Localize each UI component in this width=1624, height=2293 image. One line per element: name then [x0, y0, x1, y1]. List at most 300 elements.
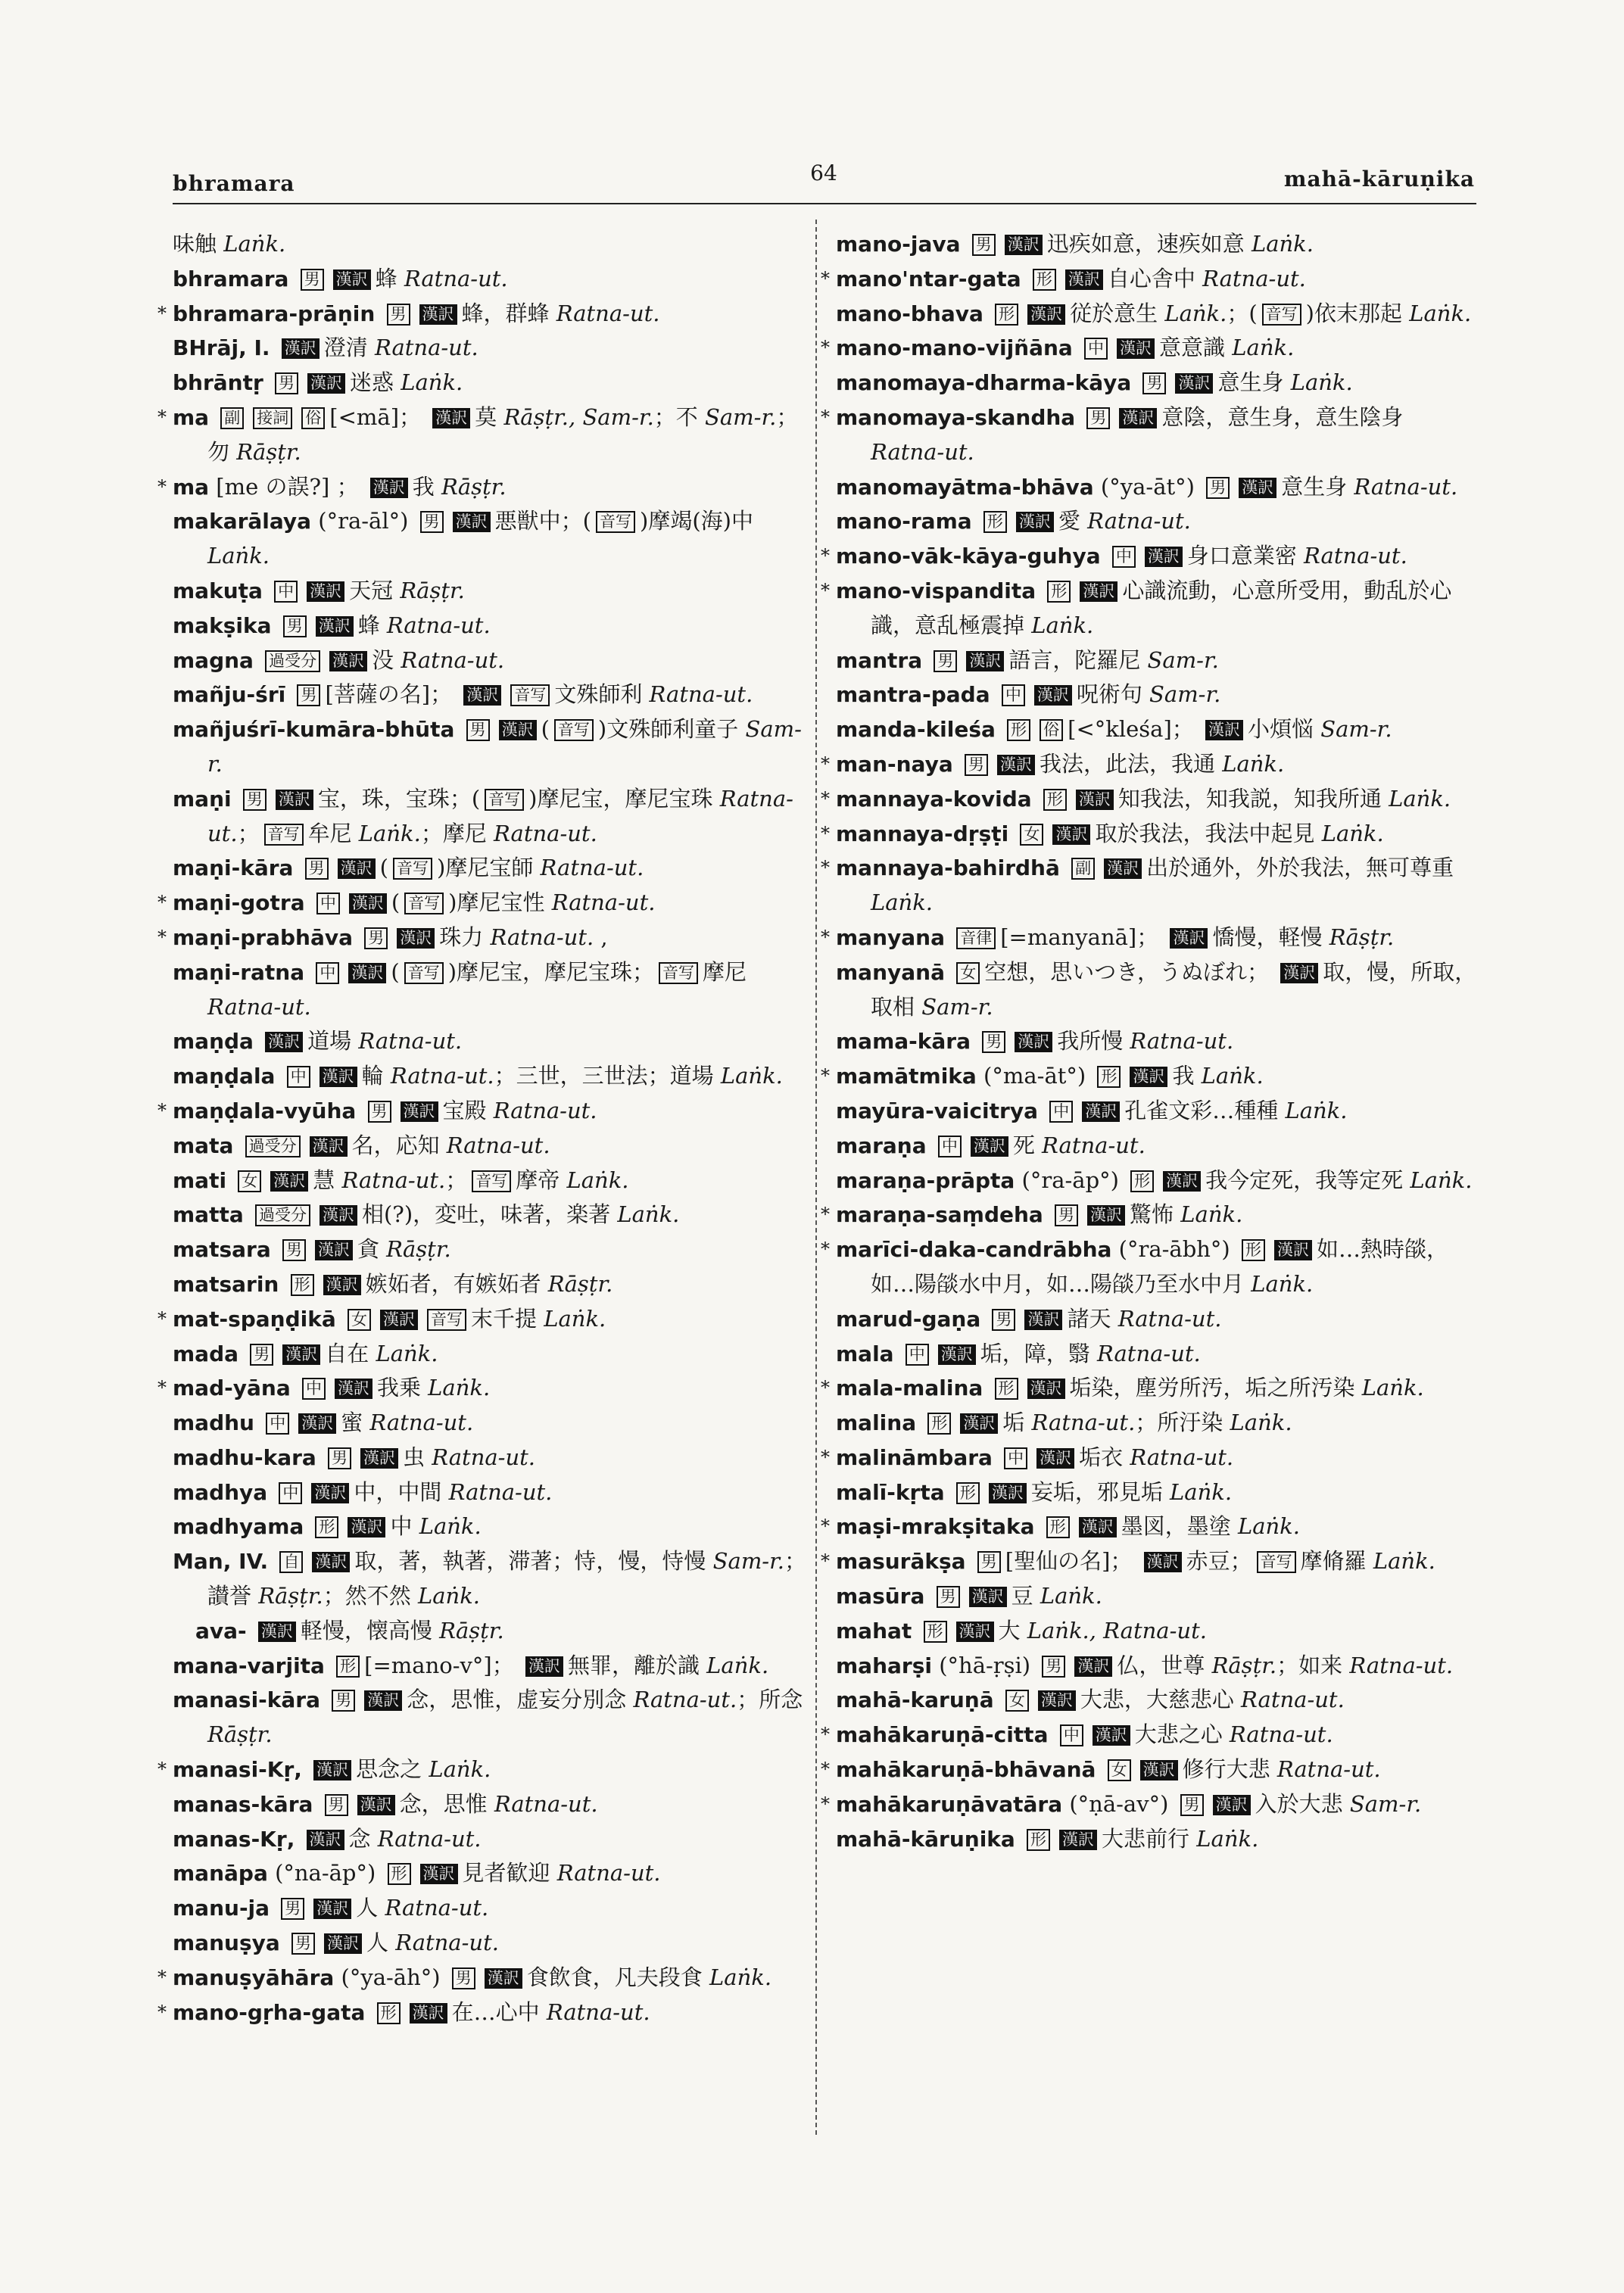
new-entry-marker: *	[821, 822, 830, 844]
source-ref: Ratna-ut.	[649, 681, 753, 708]
entry-headword: matta	[173, 1202, 244, 1228]
source-ref: Ratna-ut.	[369, 1410, 474, 1436]
dictionary-entry	[821, 1509, 1479, 1544]
dictionary-entry	[821, 747, 1479, 782]
entry-headword: mañju-śrī	[173, 682, 286, 708]
gloss-text: 取，著，執著，滞著；恃，慢，恃慢	[354, 1548, 713, 1575]
dictionary-entry	[157, 1094, 816, 1129]
dictionary-entry	[173, 851, 816, 886]
grammar-label: 音写	[427, 1309, 466, 1331]
source-ref: Ratna-ut.	[871, 438, 974, 465]
grammar-label: 形	[1027, 1829, 1050, 1851]
grammar-label: 男	[965, 754, 988, 776]
dictionary-entry	[173, 678, 816, 712]
source-ref: Laṅk.	[566, 1167, 629, 1193]
entry-headword: mano-mano-vijñāna	[836, 335, 1073, 361]
new-entry-marker: *	[157, 406, 167, 428]
entry-headword: marīci-daka-candrābha	[836, 1237, 1112, 1263]
grammar-label: 形	[983, 511, 1007, 533]
gloss-text: 人	[366, 1930, 396, 1956]
entry-headword: mano-gṛha-gata	[173, 1999, 366, 2025]
entry-headword: matsarin	[173, 1271, 279, 1297]
gloss-text: ；所汙染	[1135, 1410, 1230, 1436]
new-entry-marker: *	[157, 1966, 167, 1988]
dictionary-entry	[836, 1649, 1479, 1684]
new-entry-marker: *	[821, 1446, 830, 1468]
new-entry-marker: *	[157, 2001, 167, 2023]
grammar-label: 形	[1033, 269, 1056, 291]
translation-label: 漢訳	[499, 720, 537, 740]
dictionary-entry	[836, 1683, 1479, 1718]
source-ref: Laṅk.	[1031, 612, 1094, 638]
dictionary-entry	[173, 262, 816, 297]
entry-headword: BHrāj, I.	[173, 335, 270, 361]
translation-label: 漢訳	[370, 478, 408, 498]
dictionary-entry	[836, 1302, 1479, 1337]
gloss-text: [菩薩の名]；	[325, 681, 460, 708]
grammar-label: 形	[291, 1274, 314, 1296]
gloss-text: 末千提	[471, 1305, 544, 1332]
grammar-label: 男	[992, 1309, 1015, 1331]
gloss-text: (°ra-ābh°)	[1118, 1236, 1237, 1263]
dictionary-entry	[157, 400, 816, 470]
entry-headword: masurākṣa	[836, 1549, 966, 1575]
source-ref: Ratna-ut.	[1042, 1132, 1146, 1158]
translation-label: 漢訳	[432, 408, 470, 428]
gloss-text: 呪術句	[1076, 681, 1150, 708]
translation-label: 漢訳	[1034, 685, 1072, 706]
source-ref: Laṅk.	[1222, 750, 1285, 777]
entry-headword: maṣi-mrakṣitaka	[836, 1514, 1035, 1540]
grammar-label: 男	[934, 650, 957, 672]
source-ref: Ratna-ut.	[1097, 1340, 1201, 1366]
gloss-text: ；讃誉	[207, 1548, 807, 1609]
entry-headword: manasi-kāra	[173, 1687, 321, 1713]
grammar-label: 中	[1002, 684, 1025, 706]
entry-headword: manasi-Kṛ,	[173, 1757, 302, 1783]
entry-headword: manda-kileśa	[836, 717, 996, 743]
grammar-label: 形	[995, 304, 1018, 326]
gloss-text: 迷惑	[350, 369, 401, 396]
source-ref: Laṅk., Ratna-ut.	[1027, 1617, 1207, 1643]
translation-label: 漢訳	[265, 1032, 303, 1052]
source-ref: Rāṣṭr.	[207, 1721, 273, 1748]
source-ref: Rāṣṭr.	[258, 1583, 323, 1609]
source-ref: Laṅk.	[358, 820, 421, 846]
new-entry-marker: *	[821, 926, 830, 948]
dictionary-entry	[173, 955, 816, 1025]
entry-headword: mahat	[836, 1618, 912, 1643]
gloss-text: 豆	[1011, 1583, 1040, 1609]
gloss-text: ,	[594, 924, 608, 950]
gloss-text: 大悲，大慈悲心	[1080, 1687, 1242, 1713]
dictionary-entry	[836, 297, 1479, 332]
gloss-text: ；(	[1227, 300, 1258, 326]
grammar-label: 中	[1004, 1447, 1027, 1469]
grammar-label: 中	[266, 1413, 289, 1435]
new-entry-marker: *	[821, 545, 830, 567]
entry-headword: maṇi-prabhāva	[173, 924, 353, 950]
page-header	[173, 160, 1475, 206]
source-ref: Rāṣṭr.	[441, 473, 507, 500]
grammar-label: 副	[1071, 858, 1095, 880]
dictionary-entry	[821, 782, 1479, 817]
grammar-label: 形	[1047, 581, 1071, 603]
source-ref: Ratna-ut.	[494, 1790, 598, 1817]
gloss-text: 蜂	[357, 612, 387, 638]
gloss-text: )摩尼宝，摩尼宝珠；	[447, 958, 655, 985]
new-entry-marker: *	[157, 926, 167, 948]
dictionary-entry	[173, 1406, 816, 1441]
entry-headword: Man, IV.	[173, 1549, 269, 1575]
source-ref: Laṅk.	[1164, 300, 1227, 326]
gloss-text: 文殊師利	[554, 681, 650, 708]
source-ref: Ratna-ut.	[494, 820, 597, 846]
entry-headword: mama-kāra	[836, 1029, 971, 1055]
entry-headword: mano'ntar-gata	[836, 266, 1021, 291]
dictionary-entry	[836, 1579, 1479, 1614]
grammar-label: 形	[924, 1621, 947, 1643]
grammar-label: 中	[316, 893, 340, 914]
entry-headword: magna	[173, 647, 254, 673]
gloss-text: 垢衣	[1079, 1444, 1130, 1470]
grammar-label: 男	[281, 1898, 304, 1920]
entry-headword: makuṭa	[173, 578, 263, 603]
source-ref: Rāṣṭr.	[236, 438, 301, 465]
dictionary-entry	[173, 1683, 816, 1752]
grammar-label: 形	[336, 1656, 360, 1678]
entry-headword: madhu-kara	[173, 1444, 316, 1470]
dictionary-entry	[157, 297, 816, 332]
grammar-label: 男	[332, 1690, 355, 1712]
gloss-text: 垢染，塵労所汚，垢之所汚染	[1069, 1375, 1362, 1401]
translation-label: 漢訳	[357, 1795, 395, 1815]
gloss-text: ；勿	[207, 403, 799, 465]
gloss-text: 従於意生	[1070, 300, 1165, 326]
gloss-text: 驚怖	[1130, 1201, 1181, 1228]
gloss-text: 迅疾如意，速疾如意	[1046, 231, 1252, 257]
new-entry-marker: *	[821, 579, 830, 601]
source-ref: Ratna-ut.	[546, 1999, 650, 2025]
source-ref: Ratna-ut.	[404, 265, 508, 291]
dictionary-entry	[821, 1232, 1479, 1302]
source-ref: Ratna-ut.	[374, 335, 478, 361]
grammar-label: 中	[1060, 1724, 1083, 1746]
translation-label: 漢訳	[313, 1899, 351, 1919]
source-ref: Rāṣṭr., Sam-r.	[503, 403, 654, 430]
dictionary-entry	[836, 227, 1479, 262]
source-ref: Ratna-ut.	[556, 1860, 661, 1886]
gloss-text: 意陰，意生身，意生陰身	[1161, 403, 1404, 430]
grammar-label: 音写	[404, 962, 444, 984]
source-ref: Laṅk.	[1251, 1270, 1314, 1297]
dictionary-entry	[173, 712, 816, 782]
translation-label: 漢訳	[1016, 512, 1054, 532]
entry-headword: mana-varjita	[173, 1653, 325, 1678]
entry-headword: manomaya-skandha	[836, 404, 1076, 430]
source-ref: Ratna-ut.	[377, 1825, 482, 1852]
entry-headword: matsara	[173, 1237, 271, 1263]
translation-label: 漢訳	[258, 1622, 296, 1642]
source-ref: Laṅk.	[419, 1513, 482, 1540]
entry-headword: mannaya-kovida	[836, 786, 1032, 812]
dictionary-entry	[173, 1232, 816, 1267]
gloss-text: (°ya-āt°)	[1100, 473, 1202, 500]
dictionary-entry	[821, 1544, 1479, 1579]
translation-label: 漢訳	[397, 928, 435, 949]
gloss-text: 思念之	[356, 1756, 429, 1783]
translation-label: 漢訳	[1117, 338, 1155, 359]
source-ref: Laṅk.	[376, 1340, 438, 1366]
gloss-text: [=manyanā]；	[1000, 924, 1166, 950]
source-ref: Laṅk.	[709, 1964, 772, 1990]
grammar-label: 中	[906, 1344, 929, 1366]
grammar-label: 女	[956, 962, 980, 984]
translation-label: 漢訳	[1080, 581, 1117, 602]
grammar-label: 中	[302, 1378, 326, 1400]
gloss-text: ；	[237, 820, 260, 846]
grammar-label: 過受分	[265, 650, 320, 672]
dictionary-entry	[821, 1752, 1479, 1787]
gloss-text: [<mā]；	[329, 403, 429, 430]
entry-headword: mantra	[836, 647, 923, 673]
translation-label: 漢訳	[276, 790, 313, 810]
dictionary-entry	[821, 539, 1479, 574]
grammar-label: 中	[279, 1482, 302, 1504]
dictionary-entry	[173, 1822, 816, 1857]
source-ref: Sam-r.	[921, 993, 993, 1020]
grammar-label: 音写	[485, 789, 524, 811]
gloss-text: )文殊師利童子	[597, 716, 746, 743]
source-ref: Laṅk.	[871, 889, 934, 916]
gloss-text: 道場	[307, 1028, 359, 1055]
gloss-text: 我所慢	[1057, 1028, 1130, 1055]
translation-label: 漢訳	[360, 1448, 398, 1469]
source-ref: Ratna-ut.	[1349, 1652, 1454, 1678]
grammar-label: 女	[1020, 824, 1043, 846]
translation-label: 漢訳	[1024, 1310, 1062, 1330]
translation-label: 漢訳	[315, 1240, 353, 1260]
entry-headword: mahākaruṇā-citta	[836, 1722, 1049, 1748]
dictionary-entry	[821, 1718, 1479, 1752]
translation-label: 漢訳	[453, 512, 491, 532]
gloss-text: 我法，此法，我通	[1039, 750, 1223, 777]
grammar-label: 男	[1086, 407, 1110, 429]
grammar-label: 男	[1142, 372, 1166, 394]
entry-headword: masūra	[836, 1584, 925, 1609]
dictionary-entry	[173, 1787, 816, 1822]
grammar-label: 男	[452, 1967, 475, 1989]
gloss-text: 小煩悩	[1247, 716, 1321, 743]
grammar-label: 形	[995, 1378, 1018, 1400]
grammar-label: 音写	[554, 719, 594, 741]
entry-headword: mannaya-bahirdhā	[836, 855, 1060, 881]
grammar-label: 男	[328, 1447, 351, 1469]
entry-headword: maraṇa-saṃdeha	[836, 1202, 1043, 1228]
gloss-text: 空想，思いつき，うぬぼれ；	[984, 958, 1276, 985]
gloss-text: 中，中間	[354, 1478, 449, 1505]
source-ref: Laṅk.	[1409, 300, 1472, 326]
grammar-label: 形	[927, 1413, 951, 1435]
gloss-text: 妄垢，邪見垢	[1030, 1478, 1170, 1505]
translation-label: 漢訳	[270, 1171, 308, 1192]
translation-label: 漢訳	[1144, 1552, 1182, 1572]
translation-label: 漢訳	[1274, 1240, 1312, 1260]
source-ref: Rāṣṭr.	[386, 1236, 451, 1263]
translation-label: 漢訳	[1140, 1760, 1178, 1781]
source-ref: Laṅk.	[720, 1063, 783, 1089]
source-ref: Ratna-ut.	[1202, 265, 1306, 291]
grammar-label: 形	[956, 1482, 980, 1504]
dictionary-entry	[157, 1302, 816, 1337]
grammar-label: 中	[1049, 1101, 1073, 1123]
gloss-text: (°ra-āp°)	[1021, 1167, 1127, 1193]
entry-headword: maraṇa-prāpta	[836, 1167, 1015, 1193]
translation-label: 漢訳	[1074, 1656, 1112, 1677]
translation-label: 漢訳	[1015, 1032, 1052, 1052]
left-column	[157, 227, 816, 2030]
dictionary-entry	[173, 1475, 816, 1510]
source-ref: Rāṣṭr.	[439, 1617, 504, 1643]
source-ref: Ratna-ut.	[358, 1028, 463, 1055]
running-head-left: bhramara	[173, 171, 295, 196]
dictionary-entry	[821, 851, 1479, 921]
translation-label: 漢訳	[401, 1101, 438, 1122]
grammar-label: 音写	[472, 1170, 511, 1192]
gloss-text: ；然不然	[323, 1583, 418, 1609]
entry-headword: bhramara-prāṇin	[173, 301, 376, 326]
gloss-text: 我	[1172, 1063, 1202, 1089]
grammar-label: 男	[301, 269, 324, 291]
source-ref: Ratna-ut.	[1130, 1444, 1234, 1470]
source-ref: Sam-r.	[1320, 716, 1392, 743]
source-ref: Laṅk.	[207, 543, 270, 569]
new-entry-marker: *	[821, 1204, 830, 1226]
translation-label: 漢訳	[307, 581, 344, 602]
new-entry-marker: *	[157, 302, 167, 324]
dictionary-entry	[157, 470, 816, 505]
dictionary-entry	[173, 1337, 816, 1372]
dictionary-entry	[836, 712, 1479, 747]
dictionary-entry	[836, 1614, 1479, 1649]
source-ref: Rāṣṭr.	[547, 1270, 613, 1297]
entry-headword: malī-kṛta	[836, 1479, 945, 1505]
translation-label: 漢訳	[956, 1622, 994, 1642]
translation-label: 漢訳	[380, 1310, 418, 1330]
gloss-text: 無罪，離於識	[567, 1652, 707, 1678]
source-ref: Laṅk.	[1196, 1825, 1259, 1852]
dictionary-entry	[821, 1441, 1479, 1475]
entry-headword: mahākaruṇā-bhāvanā	[836, 1757, 1096, 1783]
entry-headword: mamātmika	[836, 1064, 977, 1089]
source-ref: Laṅk.	[1230, 1410, 1292, 1436]
grammar-label: 俗	[1040, 719, 1063, 741]
entry-headword: mad-yāna	[173, 1375, 291, 1401]
source-ref: Laṅk.	[429, 1756, 491, 1783]
entry-headword: maraṇa	[836, 1132, 927, 1158]
entry-headword: madhya	[173, 1479, 268, 1505]
dictionary-entry	[836, 1406, 1479, 1441]
dictionary-entry	[173, 504, 816, 574]
gloss-text: 名，応知	[351, 1132, 447, 1158]
header-rule	[173, 203, 1476, 204]
translation-label: 漢訳	[298, 1413, 336, 1434]
translation-label: 漢訳	[348, 963, 386, 983]
gloss-text: 意生身	[1217, 369, 1291, 396]
gloss-text: 出於通外，外於我法，無可尊重	[1146, 855, 1454, 881]
dictionary-entry	[173, 1024, 816, 1059]
entry-headword: mahā-kāruṇika	[836, 1826, 1015, 1852]
source-ref: Laṅk.	[1290, 369, 1353, 396]
translation-label: 漢訳	[324, 1933, 362, 1954]
grammar-label: 女	[1108, 1759, 1131, 1781]
source-ref: Laṅk.	[401, 369, 463, 396]
gloss-text: 大	[998, 1617, 1027, 1643]
new-entry-marker: *	[157, 892, 167, 914]
grammar-label: 形	[388, 1863, 411, 1885]
new-entry-marker: *	[821, 787, 830, 809]
entry-headword: manomayātma-bhāva	[836, 474, 1094, 500]
translation-label: 漢訳	[960, 1413, 998, 1434]
gloss-text: 我	[412, 473, 442, 500]
translation-label: 漢訳	[485, 1968, 522, 1989]
dictionary-entry	[821, 817, 1479, 852]
gloss-text: 悪獣中；(	[494, 508, 591, 534]
gloss-text: 念，思惟	[399, 1790, 494, 1817]
gloss-text: 孔雀文彩…種種	[1124, 1097, 1286, 1123]
dictionary-entry	[173, 366, 816, 400]
dictionary-entry	[157, 1995, 816, 2030]
entry-headword: malina	[836, 1410, 917, 1436]
grammar-label: 中	[274, 581, 298, 603]
gloss-text: 死	[1012, 1132, 1043, 1158]
gloss-text: 莫	[475, 403, 504, 430]
gloss-text: 墨図，墨塗	[1121, 1513, 1238, 1540]
new-entry-marker: *	[821, 1793, 830, 1815]
entry-headword: mayūra-vaicitrya	[836, 1098, 1038, 1123]
gloss-text: [me の誤?] ；	[216, 473, 366, 500]
entry-headword: madhu	[173, 1410, 254, 1436]
translation-label: 漢訳	[313, 1760, 351, 1781]
grammar-label: 男	[1042, 1656, 1065, 1678]
translation-label: 漢訳	[310, 1136, 348, 1157]
translation-label: 漢訳	[1239, 478, 1276, 498]
dictionary-entry	[821, 331, 1479, 366]
entry-headword: maṇi	[173, 786, 232, 812]
dictionary-entry	[173, 1509, 816, 1544]
gloss-text: 自在	[325, 1340, 376, 1366]
translation-label: 漢訳	[410, 2003, 447, 2024]
translation-label: 漢訳	[311, 1483, 349, 1503]
gloss-text: 取於我法，我法中起見	[1095, 820, 1322, 846]
source-ref: Laṅk.	[1040, 1583, 1102, 1609]
grammar-label: 男	[1206, 477, 1230, 499]
gloss-text: 知我法，知我説，知我所通	[1117, 785, 1389, 812]
grammar-label: 音写	[1257, 1551, 1296, 1573]
source-ref: Ratna-ut.	[1276, 1756, 1381, 1783]
source-ref: Sam-r.	[1349, 1790, 1422, 1817]
gloss-text: ；所念	[737, 1687, 803, 1713]
translation-label: 漢訳	[1079, 1517, 1117, 1537]
translation-label: 漢訳	[938, 1344, 976, 1365]
entry-headword: mala	[836, 1341, 894, 1366]
gloss-text: (°ra-āl°)	[318, 508, 416, 534]
dictionary-entry	[836, 1337, 1479, 1372]
source-ref: Ratna-ut.	[1304, 543, 1407, 569]
entry-headword: maṇḍala-vyūha	[173, 1098, 357, 1123]
translation-label: 漢訳	[1027, 304, 1065, 325]
new-entry-marker: *	[821, 1516, 830, 1537]
